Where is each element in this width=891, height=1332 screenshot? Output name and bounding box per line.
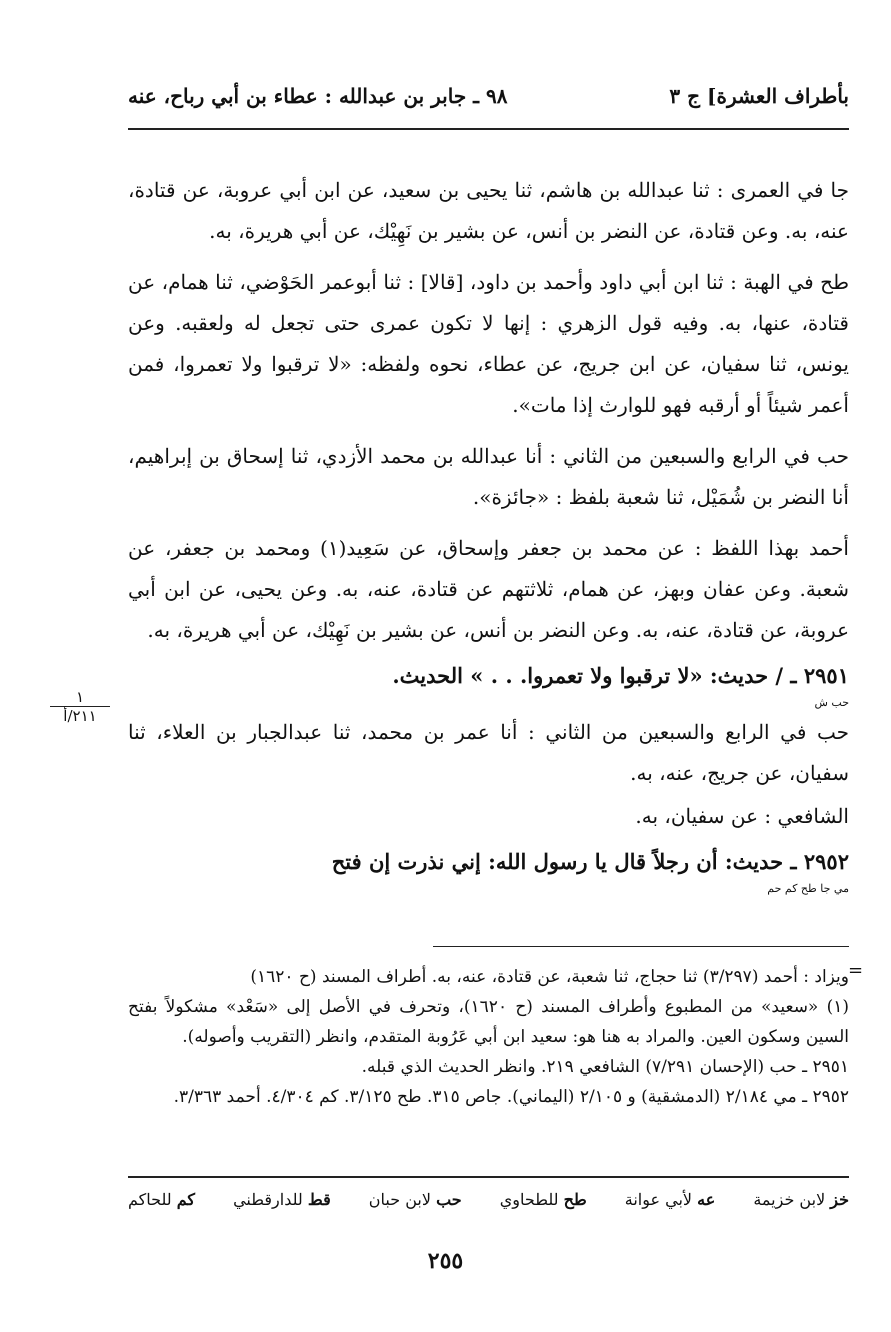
- paragraph-hibban: حب في الرابع والسبعين من الثاني : أنا عبدالله بن محمد الأزدي، ثنا إسحاق بن إبراهيم، أنا النضر بن شُمَيْل، ثنا شعبة بلفظ : «جائزة».: [128, 444, 849, 509]
- abbreviation-legend: [128, 1190, 849, 1209]
- paragraph-ahmad: أحمد بهذا اللفظ : عن محمد بن جعفر وإسحاق، عن سَعِيد(١) ومحمد بن جعفر، عن شعبة. وعن عفان وبهز، عن همام، ثلاثتهم عن قتادة، عنه، به. وعن يحيى، عن ابن أبي عروبة، عن قتادة، عنه، به. وعن النضر بن أنس، عن بشير بن نَهِيْك، عن أبي هريرة، به.: [128, 536, 849, 642]
- footnote-2952: ٢٩٥٢ ـ مي ٢/١٨٤ (الدمشقية) و ٢/١٠٥ (اليماني). جاص ٣١٥. طح ٣/١٢٥. كم ٤/٣٠٤. أحمد ٣/٣٦٣.: [173, 1087, 849, 1107]
- hadith-2951-hibban: حب في الرابع والسبعين من الثاني : أنا عمر بن محمد، ثنا عبدالجبار بن العلاء، ثنا سفيان، عن جريج، عنه، به.: [128, 720, 849, 785]
- footnote-2951: ٢٩٥١ ـ حب (الإحسان ٧/٢٩١) الشافعي ٢١٩. وانظر الحديث الذي قبله.: [361, 1057, 849, 1077]
- header-chapter-title: ٩٨ ـ جابر بن عبدالله : عطاء بن أبي رباح، عنه: [128, 84, 508, 108]
- footnote-1: (١) «سعيد» من المطبوع وأطراف المسند (ح ١٦٢٠)، وتحرف في الأصل إلى «سَعْد» مشكولاً بفتح السين وسكون العين. والمراد به هنا هو: سعيد ابن أبي عَرُوبة المتقدم، وانظر (التقريب وأصوله).: [128, 997, 849, 1047]
- footnote-rule: [433, 946, 849, 947]
- legend-item: طح للطحاوي: [499, 1190, 587, 1209]
- paragraph-tah: طح في الهبة : ثنا ابن أبي داود وأحمد بن داود، [قالا] : ثنا أبوعمر الحَوْضي، ثنا همام، عن قتادة، عنها، به. وفيه قول الزهري : إنها لا تكون عمرى حتى تجعل له ولعقبه. وعن يونس، ثنا سفيان، عن ابن جريج، عن عطاء، نحوه ولفظه: «لا ترقبوا ولا تعمروا، فمن أعمر شيئاً أو أرقبه فهو للوارث إذا مات».: [128, 270, 849, 417]
- running-header: [128, 78, 849, 118]
- footnote-continued: ويزاد : أحمد (٣/٢٩٧) ثنا حجاج، ثنا شعبة، عن قتادة، عنه، به. أطراف المسند (ح ١٦٢٠): [250, 967, 849, 987]
- legend-item: عه لأبي عوانة: [624, 1190, 716, 1209]
- header-rule: [128, 128, 849, 130]
- folio-marker-top: ١: [50, 688, 110, 707]
- hadith-2951-sources: حب ش: [814, 696, 849, 709]
- legend-rule: [128, 1176, 849, 1178]
- manuscript-folio-note: [50, 688, 110, 725]
- legend-item: قط للدارقطني: [233, 1190, 331, 1209]
- page-number: ٢٥٥: [427, 1248, 464, 1274]
- hadith-2952-sources: مي جا طح كم حم: [767, 882, 849, 895]
- legend-item: كم للحاكم: [128, 1190, 196, 1209]
- main-text: [128, 170, 849, 898]
- paragraph-ja: جا في العمرى : ثنا عبدالله بن هاشم، ثنا يحيى بن سعيد، عن ابن أبي عروبة، عن قتادة، عنه، به. وعن قتادة، عن النضر بن أنس، عن بشير بن نَهِيْك، عن أبي هريرة، به.: [128, 178, 849, 243]
- legend-item: حب لابن حبان: [368, 1190, 462, 1209]
- legend-item: خز لابن خزيمة: [753, 1190, 849, 1209]
- hadith-2951-title: ٢٩٥١ ـ / حديث: «لا ترقبوا ولا تعمروا. . . » الحديث.: [392, 663, 849, 688]
- hadith-2952-title: ٢٩٥٢ ـ حديث: أن رجلاً قال يا رسول الله: إني نذرت إن فتح: [331, 849, 849, 874]
- folio-marker-bottom: ٢١١/أ: [63, 707, 97, 725]
- footnote-continuation-mark: =: [848, 960, 864, 981]
- footnotes: [128, 962, 849, 1112]
- header-volume-title: بأطراف العشرة] ج ٣: [669, 84, 849, 108]
- hadith-2951-shafii: الشافعي : عن سفيان، به.: [635, 804, 849, 828]
